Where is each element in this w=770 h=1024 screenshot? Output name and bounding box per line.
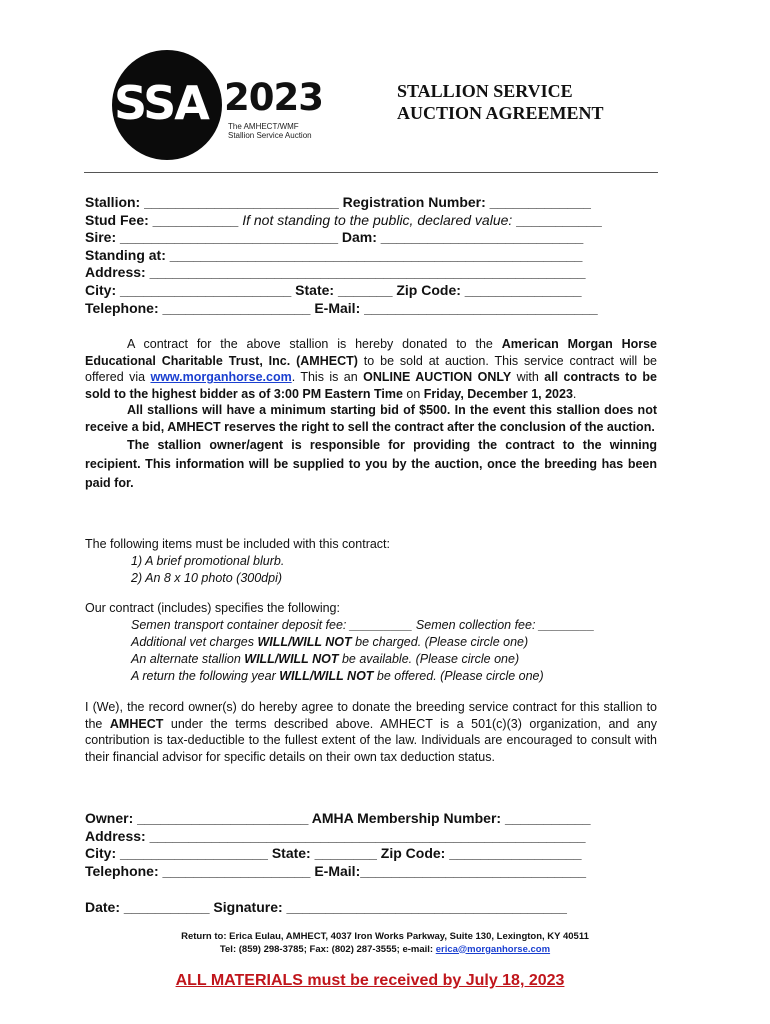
- terms-paragraph-3: The stallion owner/agent is responsible for providing the contract to the winning recipient. This information will be supplied to you by the auction, once the breeding has been paid for.: [85, 437, 657, 490]
- owner-line[interactable]: Owner: ______________________ AMHA Membership Number: ___________: [85, 810, 591, 826]
- specs-intro: Our contract (includes) specifies the following:: [85, 601, 340, 615]
- logo-subtitle-1: The AMHECT/WMF: [228, 122, 299, 131]
- bidder-deadline-text: all contracts to be sold to the highest bidder as of 3:00 PM Eastern Time: [85, 370, 657, 401]
- telephone-email-line[interactable]: Telephone: ___________________ E-Mail: ______________________________: [85, 299, 598, 316]
- item-blurb: 1) A brief promotional blurb.: [131, 554, 285, 568]
- will-will-not-choice[interactable]: WILL/WILL NOT: [257, 635, 352, 649]
- terms-paragraph-1: [85, 336, 657, 402]
- spec-text: A return the following year: [131, 669, 280, 683]
- alternate-stallion-line: [85, 651, 657, 668]
- declared-value-label: If not standing to the public, declared value:: [242, 211, 513, 228]
- terms-text: .: [572, 386, 577, 401]
- stallion-field[interactable]: Stallion: _________________________: [85, 194, 339, 210]
- terms-text: A contract for the above stallion is hereby donated to the: [127, 337, 502, 351]
- amhect-abbrev: AMHECT: [109, 716, 164, 731]
- will-will-not-choice[interactable]: WILL/WILL NOT: [279, 669, 374, 683]
- header-divider: [84, 172, 658, 173]
- logo-year: 2023: [224, 76, 323, 119]
- morganhorse-link[interactable]: www.morganhorse.com: [150, 370, 292, 385]
- standing-at-line[interactable]: Standing at: _____________________________________________________: [85, 246, 583, 263]
- title-line-1: STALLION SERVICE: [397, 81, 573, 101]
- logo-subtitle-2: Stallion Service Auction: [228, 131, 312, 140]
- terms-text: with: [511, 370, 545, 385]
- owner-fields: [85, 810, 660, 880]
- required-items: [85, 536, 390, 587]
- owner-telephone-email-line[interactable]: Telephone: ___________________ E-Mail:_____________________________: [85, 862, 587, 879]
- spec-text: be charged. (Please circle one): [351, 635, 529, 649]
- spec-text: An alternate stallion: [131, 652, 245, 666]
- online-auction-label: ONLINE AUCTION ONLY: [363, 370, 512, 385]
- spec-text: be offered. (Please circle one): [373, 669, 544, 683]
- return-address-line: Return to: Erica Eulau, AMHECT, 4037 Iron Works Parkway, Suite 130, Lexington, KY 40511: [181, 931, 589, 942]
- logo-ssa-text: SSA: [114, 76, 208, 130]
- stud-fee-line: [85, 212, 660, 230]
- auction-date: Friday, December 1, 2023: [423, 386, 573, 401]
- spec-text: Additional vet charges: [131, 635, 258, 649]
- ssa-logo: [112, 50, 334, 160]
- amhect-name: American Morgan Horse Educational Charitable Trust, Inc. (AMHECT): [85, 337, 658, 368]
- stallion-line: [85, 194, 660, 212]
- contract-specifications: [85, 600, 657, 685]
- owner-address-line[interactable]: Address: ________________________________________________________: [85, 827, 586, 844]
- title-line-2: AUCTION AGREEMENT: [397, 103, 604, 123]
- email-link[interactable]: erica@morganhorse.com: [435, 943, 551, 955]
- return-address: [0, 931, 770, 956]
- return-contact-line: [0, 944, 770, 957]
- return-year-line: [85, 668, 657, 685]
- vet-charges-line: [85, 634, 657, 651]
- terms-text: on: [402, 386, 424, 401]
- date-signature-line[interactable]: Date: ___________ Signature: ____________________________________: [85, 899, 567, 915]
- semen-fees-line[interactable]: Semen transport container deposit fee: _________ Semen collection fee: ________: [131, 618, 595, 632]
- contact-text: Tel: (859) 298-3785; Fax: (802) 287-3555; e-mail:: [219, 943, 436, 955]
- agreement-text: I (We), the record owner(s) do hereby agree to donate the breeding service contract for this stallion to the: [85, 700, 657, 731]
- terms-text: . This is an: [291, 370, 364, 385]
- city-state-zip-line[interactable]: City: ______________________ State: _______ Zip Code: _______________: [85, 281, 582, 298]
- declared-value-field[interactable]: ___________: [512, 211, 602, 228]
- address-line[interactable]: Address: ________________________________________________________: [85, 264, 586, 281]
- spec-text: be available. (Please circle one): [338, 652, 520, 666]
- sire-dam-line[interactable]: Sire: ____________________________ Dam: __________________________: [85, 229, 584, 246]
- terms-paragraph-2: All stallions will have a minimum starting bid of $500. In the event this stallion does not receive a bid, AMHECT reserves the right to sell the contract after the conclusion of the auction.: [85, 403, 657, 434]
- item-photo: 2) An 8 x 10 photo (300dpi): [131, 571, 283, 585]
- stallion-fields: [85, 194, 660, 317]
- will-will-not-choice[interactable]: WILL/WILL NOT: [244, 652, 339, 666]
- materials-deadline: ALL MATERIALS must be received by July 18, 2023: [175, 972, 565, 989]
- terms-text: to be sold at auction. This service contract will be offered via: [85, 353, 657, 385]
- document-title: [397, 80, 657, 124]
- items-intro: The following items must be included with this contract:: [85, 537, 390, 551]
- contract-terms: [85, 336, 657, 493]
- owner-city-state-zip-line[interactable]: City: ___________________ State: ________ Zip Code: _________________: [85, 845, 582, 861]
- registration-number-field[interactable]: Registration Number: _____________: [338, 194, 591, 210]
- agreement-text: under the terms described above. AMHECT is a 501(c)(3) organization, and any contribution is tax-deductible to the fullest extent of the law. Individuals are encouraged to consult with their financial advisor for specific details on their own tax deduction status.: [85, 716, 657, 764]
- stud-fee-field[interactable]: Stud Fee: ___________: [85, 211, 243, 228]
- agreement-paragraph: [85, 699, 657, 765]
